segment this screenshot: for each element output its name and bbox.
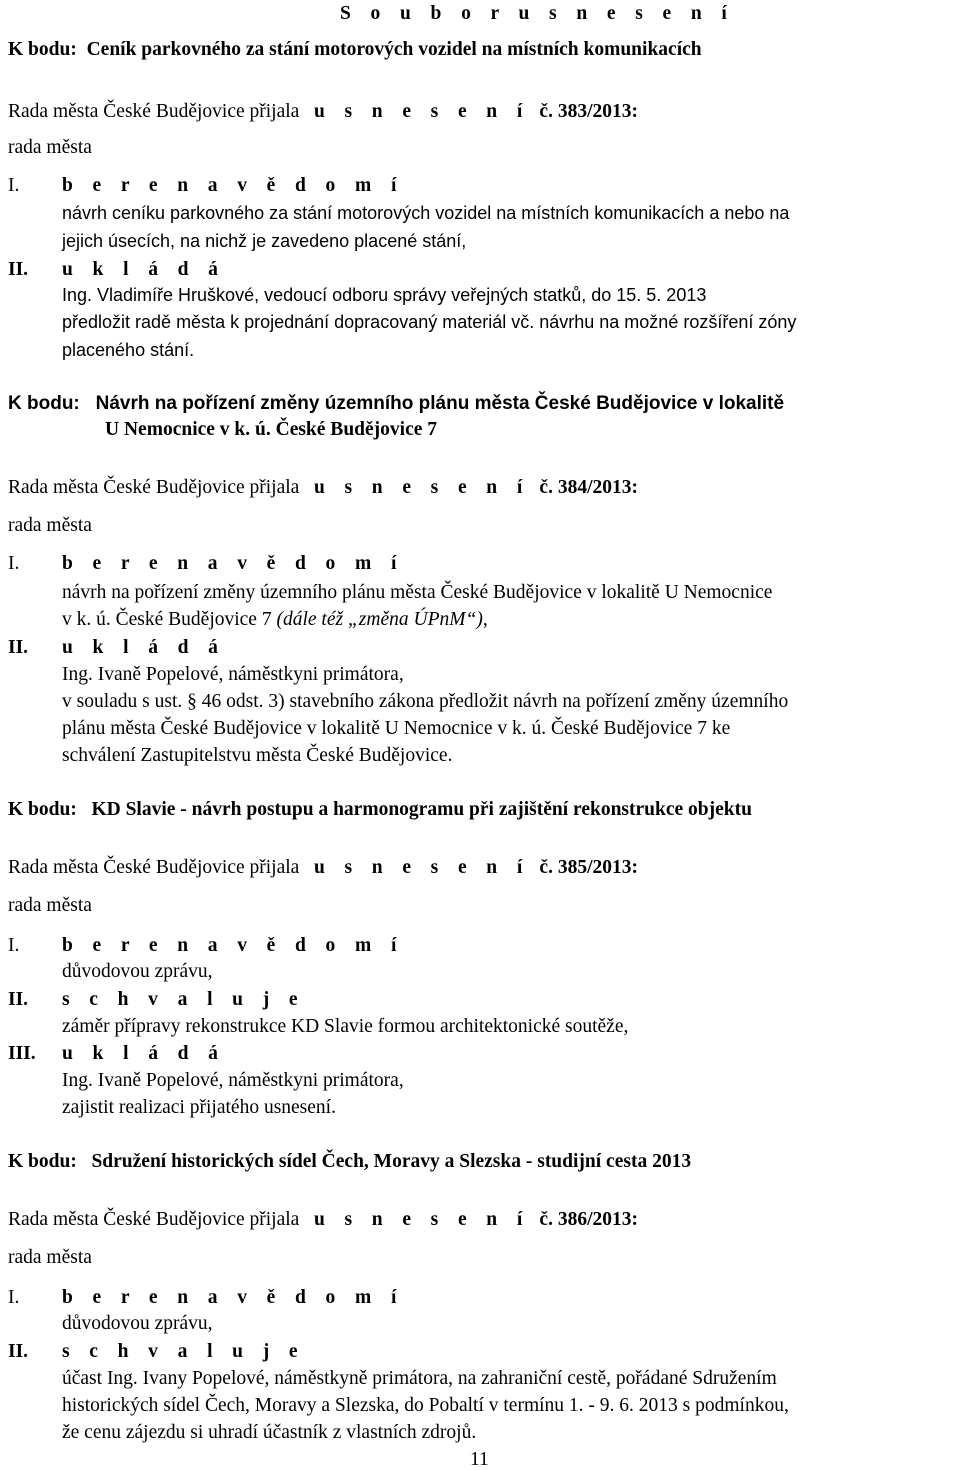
resolution-line-386 — [8, 1210, 638, 1230]
item-text-line: zajistit realizaci přijatého usnesení. — [62, 1097, 336, 1118]
item-text-line-composite — [62, 610, 488, 630]
item-text-line: návrh na pořízení změny územního plánu města České Budějovice v lokalitě U Nemocnice — [62, 582, 773, 603]
kbodu-label: K bodu: — [8, 1151, 77, 1172]
resolution-number: č. 384/2013: — [539, 477, 638, 498]
item-numeral: II. — [8, 1341, 29, 1362]
item-verb: b e r e n a v ě d o m í — [62, 175, 404, 196]
item-text-line: Ing. Ivaně Popelové, náměstkyni primátora, — [62, 664, 404, 685]
kbodu-title: KD Slavie - návrh postupu a harmonogramu při zajištění rekonstrukce objektu — [91, 799, 752, 820]
item-text-line: návrh ceníku parkovného za stání motorových vozidel na místních komunikacích a nebo na — [62, 203, 790, 223]
text-fragment: , — [482, 609, 488, 630]
page-number: 11 — [470, 1449, 489, 1470]
item-verb: b e r e n a v ě d o m í — [62, 553, 404, 574]
item-numeral: III. — [8, 1043, 36, 1064]
rada-mesta-label: rada města — [8, 515, 92, 536]
item-numeral: II. — [8, 259, 29, 280]
resolution-number: č. 386/2013: — [539, 1209, 638, 1230]
item-verb: u k l á d á — [62, 1043, 226, 1064]
kbodu-label: K bodu: — [8, 799, 77, 820]
rada-mesta-label: rada města — [8, 1247, 92, 1268]
item-verb: u k l á d á — [62, 259, 226, 280]
item-verb: b e r e n a v ě d o m í — [62, 1287, 404, 1308]
kbodu-title: Sdružení historických sídel Čech, Moravy a Slezska - studijní cesta 2013 — [91, 1151, 692, 1172]
text-fragment: v k. ú. České Budějovice 7 — [62, 609, 277, 630]
kbodu-heading-3 — [8, 800, 752, 820]
kbodu-heading-1 — [8, 40, 702, 60]
item-text-line: jejich úsecích, na nichž je zavedeno placené stání, — [62, 231, 467, 251]
kbodu-label: K bodu: — [8, 393, 80, 414]
item-text-line: placeného stání. — [62, 340, 195, 360]
italic-fragment: (dále též „změna ÚPnM“) — [276, 609, 483, 630]
rada-mesta-label: rada města — [8, 137, 92, 158]
item-text-line: schválení Zastupitelstvu města České Budějovice. — [62, 745, 453, 766]
rada-mesta-label: rada města — [8, 895, 92, 916]
resolution-number: č. 385/2013: — [539, 857, 638, 878]
item-text-line: předložit radě města k projednání dopracovaný materiál vč. návrhu na možné rozšíření zóny — [62, 312, 797, 332]
item-text-line: historických sídel Čech, Moravy a Slezska, do Pobaltí v termínu 1. - 9. 6. 2013 s podmínkou, — [62, 1395, 789, 1416]
resolution-number: č. 383/2013: — [539, 101, 638, 122]
resolution-line-384 — [8, 478, 638, 498]
kbodu-label: K bodu: — [8, 39, 77, 60]
kbodu-title: Ceník parkovného za stání motorových vozidel na místních komunikacích — [86, 39, 702, 60]
item-text-line: záměr přípravy rekonstrukce KD Slavie formou architektonické soutěže, — [62, 1016, 629, 1037]
item-text-line: důvodovou zprávu, — [62, 1313, 213, 1334]
resolution-prefix: Rada města České Budějovice přijala — [8, 101, 300, 122]
page-title: S o u b o r u s n e s e n í — [340, 3, 735, 24]
item-text-line: důvodovou zprávu, — [62, 961, 213, 982]
usneseni-word: u s n e s e n í — [313, 101, 530, 122]
item-verb: s c h v a l u j e — [62, 1341, 305, 1362]
item-numeral: II. — [8, 637, 29, 658]
kbodu-heading-2 — [8, 394, 784, 413]
item-text-line: Ing. Vladimíře Hruškové, vedoucí odboru správy veřejných statků, do 15. 5. 2013 — [62, 285, 707, 305]
usneseni-word: u s n e s e n í — [313, 477, 530, 498]
item-text-line: plánu města České Budějovice v lokalitě U Nemocnice v k. ú. České Budějovice 7 ke — [62, 718, 731, 739]
resolution-prefix: Rada města České Budějovice přijala — [8, 857, 300, 878]
resolution-line-383 — [8, 102, 638, 122]
item-numeral: I. — [8, 1287, 20, 1308]
item-numeral: I. — [8, 553, 20, 574]
kbodu-title-line2: U Nemocnice v k. ú. České Budějovice 7 — [105, 419, 438, 440]
item-numeral: I. — [8, 935, 20, 956]
item-text-line: Ing. Ivaně Popelové, náměstkyni primátora, — [62, 1070, 404, 1091]
item-verb: u k l á d á — [62, 637, 226, 658]
usneseni-word: u s n e s e n í — [313, 857, 530, 878]
resolution-prefix: Rada města České Budějovice přijala — [8, 1209, 300, 1230]
kbodu-title: Návrh na pořízení změny územního plánu města České Budějovice v lokalitě — [95, 393, 785, 414]
item-numeral: II. — [8, 989, 29, 1010]
item-verb: s c h v a l u j e — [62, 989, 305, 1010]
item-text-line: v souladu s ust. § 46 odst. 3) stavebního zákona předložit návrh na pořízení změny územního — [62, 691, 789, 712]
resolution-line-385 — [8, 858, 638, 878]
usneseni-word: u s n e s e n í — [313, 1209, 530, 1230]
item-numeral: I. — [8, 175, 20, 196]
item-verb: b e r e n a v ě d o m í — [62, 935, 404, 956]
item-text-line: účast Ing. Ivany Popelové, náměstkyně primátora, na zahraniční cestě, pořádané Sdružením — [62, 1368, 777, 1389]
kbodu-heading-4 — [8, 1152, 691, 1172]
resolution-prefix: Rada města České Budějovice přijala — [8, 477, 300, 498]
item-text-line: že cenu zájezdu si uhradí účastník z vlastních zdrojů. — [62, 1422, 477, 1443]
